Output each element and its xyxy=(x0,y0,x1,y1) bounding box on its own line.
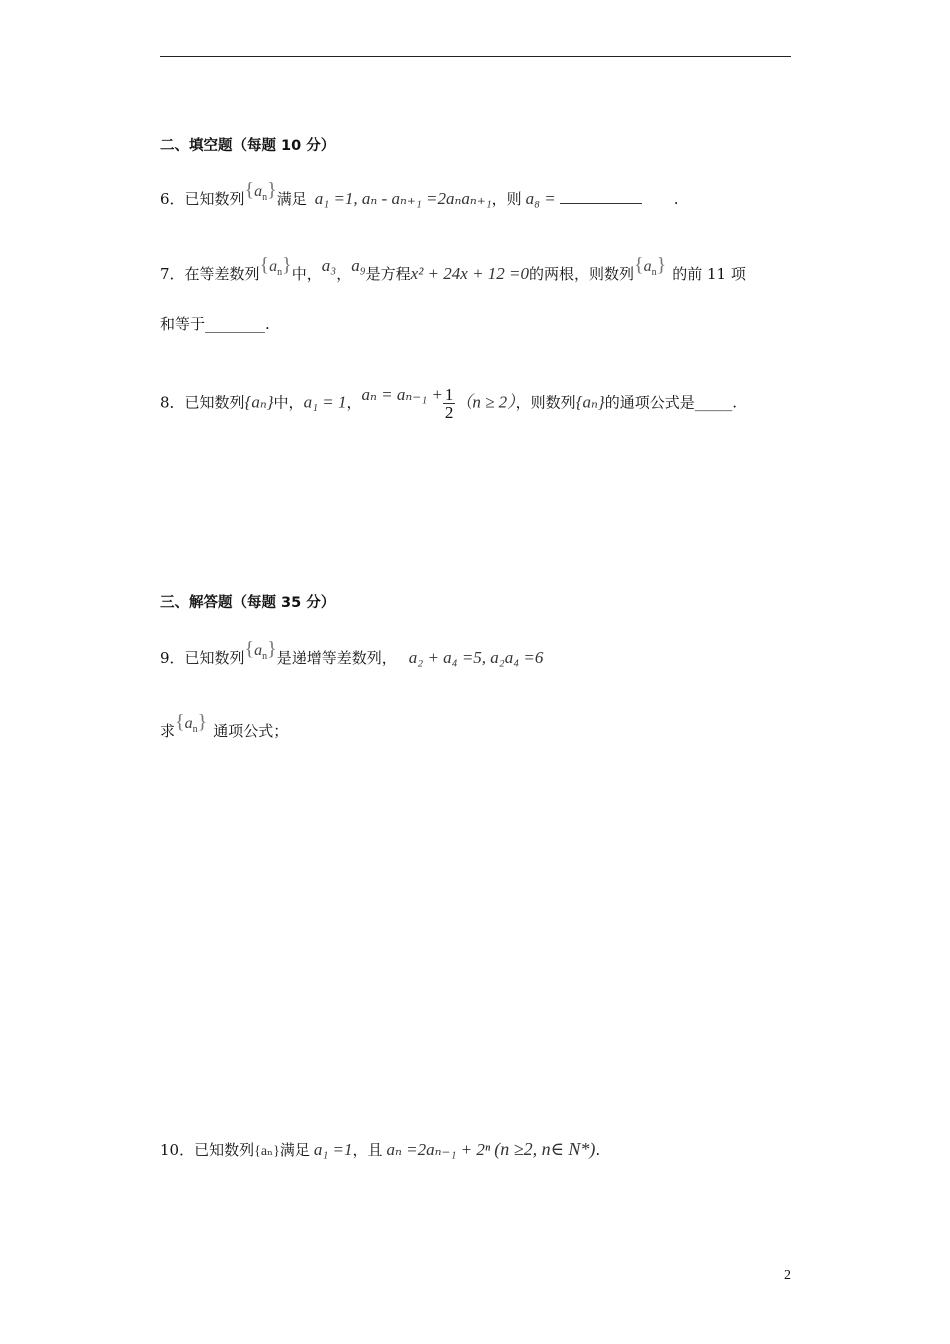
q7-sequence-symbol-2: $\{a_n\}$ xyxy=(634,254,667,278)
q9-sequence-symbol-2: $\{a_n\}$ xyxy=(175,711,208,735)
q6-mid-text: 满足 xyxy=(276,190,307,208)
question-8 xyxy=(160,386,737,421)
q10-sequence: {aₙ} xyxy=(254,1144,280,1159)
q10-end: . xyxy=(595,1141,601,1159)
q7-mid: 中， xyxy=(291,265,322,283)
q6-then: ，则 xyxy=(491,190,522,208)
q6-end: . xyxy=(673,190,679,208)
section-heading-fill-blank: 二、填空题（每题 10 分） xyxy=(160,138,336,154)
q10-text: 满足 xyxy=(279,1141,310,1159)
q10-formula: aₙ =2aₙ₋₁ + 2ⁿ xyxy=(386,1140,491,1159)
q7-separator: ， xyxy=(336,265,352,283)
q8-comma: ， xyxy=(346,393,362,412)
q8-a1: a₁ = 1 xyxy=(303,392,347,412)
q10-a1: a₁ =1 xyxy=(313,1140,353,1159)
question-6 xyxy=(160,179,679,218)
question-9-line2 xyxy=(160,711,289,750)
q8-text2: ，则数列 xyxy=(515,393,576,412)
section-heading-answer: 三、解答题（每题 35 分） xyxy=(160,595,336,611)
q7-text3: 的两根，则数列 xyxy=(529,265,635,283)
q7-text2: 是方程 xyxy=(365,265,411,283)
q9-line2-pre: 求 xyxy=(160,722,176,740)
q6-answer-blank xyxy=(560,189,642,204)
q7-equation: x² + 24x + 12 =0 xyxy=(410,264,530,283)
q8-sequence-2: {aₙ} xyxy=(575,392,605,412)
q6-number: 6．已知数列 xyxy=(160,190,245,208)
q7-number: 7．在等差数列 xyxy=(160,265,260,283)
q9-formula: a₂ + a₄ =5, a₂a₄ =6 xyxy=(408,648,544,667)
q8-number: 8．已知数列 xyxy=(160,393,245,412)
question-10 xyxy=(160,1137,600,1164)
q9-number: 9．已知数列 xyxy=(160,649,245,667)
q8-text3: 的通项公式是_____. xyxy=(604,393,737,412)
q9-sequence-symbol: $\{a_n\}$ xyxy=(244,638,277,662)
q7-text4: 的前 11 项 xyxy=(672,265,746,283)
header-rule xyxy=(160,56,791,57)
q8-mid: 中， xyxy=(273,393,304,412)
page-number: 2 xyxy=(784,1268,791,1283)
q7-sequence-symbol: $\{a_n\}$ xyxy=(259,254,292,278)
q8-fraction: $\frac{1}{2}$ xyxy=(444,385,454,422)
q10-condition: (n ≥2, n∈ N*) xyxy=(494,1139,596,1159)
q7-a3: a₃ xyxy=(321,256,337,275)
question-7 xyxy=(160,254,746,293)
q7-a9: a₉ xyxy=(351,256,366,275)
q6-formula: a₁ =1, aₙ - aₙ₊₁ =2aₙaₙ₊₁ xyxy=(314,189,492,208)
q6-target: a₈ = xyxy=(525,189,556,208)
q8-formula-left: aₙ = aₙ₋₁ + xyxy=(361,384,443,404)
q6-sequence-symbol: $\{a_n\}$ xyxy=(244,179,277,203)
q10-and: ，且 xyxy=(352,1141,383,1159)
q8-condition: （n ≥ 2） xyxy=(455,392,516,412)
q10-number: 10．已知数列 xyxy=(160,1141,255,1159)
question-9 xyxy=(160,638,544,677)
q9-line2-post: 通项公式； xyxy=(213,722,289,740)
q8-sequence: {aₙ} xyxy=(244,392,274,412)
question-7-line2: 和等于________. xyxy=(160,315,270,333)
q9-text: 是递增等差数列， xyxy=(276,649,397,667)
